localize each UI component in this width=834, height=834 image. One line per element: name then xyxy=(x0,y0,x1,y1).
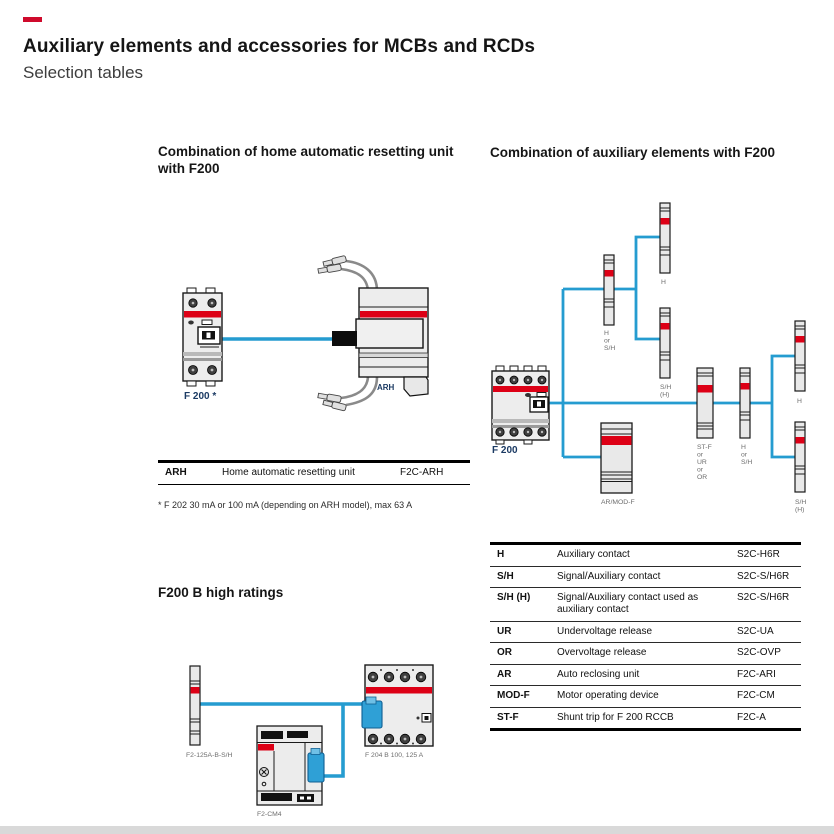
cell-description: Signal/Auxiliary contact xyxy=(557,570,661,582)
svg-text:or: or xyxy=(697,451,704,459)
cell-code: H xyxy=(497,549,505,560)
svg-text:(H): (H) xyxy=(795,506,805,514)
red-band xyxy=(360,311,427,318)
cell-code: ARH xyxy=(165,467,187,478)
label-sh-h-mid: S/H xyxy=(660,384,672,391)
aux-module-sh-h-right xyxy=(795,422,805,492)
blue-plug xyxy=(362,701,382,728)
table-row xyxy=(490,643,801,665)
cell-description: Auxiliary contact xyxy=(557,549,630,560)
cell-type: S2C-S/H6R xyxy=(737,592,790,603)
cell-code: MOD-F xyxy=(497,690,530,701)
section-heading-bottom: F200 B high ratings xyxy=(158,585,284,600)
cell-type: S2C-S/H6R xyxy=(737,570,790,582)
accent-dash xyxy=(23,17,42,22)
label-h-top: H xyxy=(661,279,666,286)
cell-type: F2C-A xyxy=(737,711,766,723)
cell-description: Signal/Auxiliary contact used as auxiliary contact xyxy=(557,592,699,615)
table-row xyxy=(490,622,801,644)
device-label-f2-125a: F2-125A-B-S/H xyxy=(186,752,233,759)
diagram-arh-combination xyxy=(155,250,470,415)
cell-description: Home automatic resetting unit xyxy=(222,467,355,478)
red-band xyxy=(493,386,548,392)
device-f2-cm4 xyxy=(257,726,324,818)
table-row xyxy=(490,665,801,687)
aux-module-ar-mod-f xyxy=(601,423,632,493)
device-label-f204: F 204 B 100, 125 A xyxy=(365,752,424,759)
cell-description: Motor operating device xyxy=(557,690,659,701)
table-row xyxy=(490,588,801,622)
svg-text:(H): (H) xyxy=(660,391,670,399)
footnote: * F 202 30 mA or 100 mA (depending on ARH model), max 63 A xyxy=(158,500,413,510)
device-f200-4pole xyxy=(492,366,549,456)
table-row xyxy=(158,463,470,485)
aux-module-h-top xyxy=(660,203,670,273)
svg-text:S/H: S/H xyxy=(741,459,753,466)
cell-type: S2C-OVP xyxy=(737,647,781,658)
blue-plug xyxy=(308,753,324,782)
cell-description: Shunt trip for F 200 RCCB xyxy=(557,711,674,723)
svg-text:S/H: S/H xyxy=(604,345,616,352)
page-subtitle: Selection tables xyxy=(23,63,144,82)
aux-module-h-or-sh-1 xyxy=(604,255,614,325)
aux-module-sh-h-mid xyxy=(660,308,670,378)
table-row xyxy=(490,545,801,567)
device-f204-b xyxy=(362,665,433,759)
device-arh xyxy=(318,255,428,411)
diagram-f200b-high-ratings xyxy=(180,655,440,825)
cell-description: Undervoltage release xyxy=(557,625,653,637)
connection-lines xyxy=(549,237,796,457)
section-heading-right: Combination of auxiliary elements with F200 xyxy=(490,145,776,160)
svg-text:or: or xyxy=(697,466,704,474)
label-h-or-sh-2: H xyxy=(741,444,746,451)
table-row xyxy=(490,686,801,708)
diagram-aux-elements xyxy=(488,195,810,520)
cell-type: F2C-ARH xyxy=(400,467,444,478)
cell-code: AR xyxy=(497,668,512,680)
aux-module-h-or-sh-2 xyxy=(740,368,750,438)
label-sh-h-right: S/H xyxy=(795,499,807,506)
label-ar-mod-f: AR/MOD-F xyxy=(601,499,635,506)
cell-type: F2C-CM xyxy=(737,690,775,701)
device-f200-2pole xyxy=(183,288,222,402)
cell-code: UR xyxy=(497,625,512,637)
cell-type: F2C-ARI xyxy=(737,668,776,680)
svg-text:or: or xyxy=(741,451,748,459)
label-stf: ST-F xyxy=(697,444,712,451)
device-label-f200: F 200 xyxy=(492,445,518,456)
label-h-right: H xyxy=(797,398,802,405)
footer-bar xyxy=(0,826,834,834)
device-f2-125a-b-sh xyxy=(186,666,233,759)
plug-connector xyxy=(332,331,357,346)
cell-code: ST-F xyxy=(497,711,519,723)
svg-text:or: or xyxy=(604,337,611,345)
aux-module-h-right xyxy=(795,321,805,391)
section-heading-left: Combination of home automatic resetting unit with F200 xyxy=(158,144,454,176)
din-clip xyxy=(404,377,428,396)
label-h-or-sh-1: H xyxy=(604,330,609,337)
aux-elements-table xyxy=(490,542,801,731)
cell-code: S/H (H) xyxy=(497,592,531,603)
aux-module-stf xyxy=(697,368,713,438)
cell-type: S2C-UA xyxy=(737,625,774,637)
svg-text:UR: UR xyxy=(697,459,707,466)
red-band xyxy=(184,311,221,318)
cell-description: Auto reclosing unit xyxy=(557,668,640,680)
red-band xyxy=(366,687,432,694)
table-row xyxy=(490,567,801,589)
device-label-arh: ARH xyxy=(377,383,395,392)
cell-description: Overvoltage release xyxy=(557,647,647,658)
device-label-f2-cm4: F2-CM4 xyxy=(257,811,282,818)
arh-table xyxy=(158,460,470,485)
cell-code: S/H xyxy=(497,570,514,582)
table-row xyxy=(490,708,801,732)
page-title: Auxiliary elements and accessories for MCBs and RCDs xyxy=(23,36,536,57)
cell-type: S2C-H6R xyxy=(737,549,780,560)
svg-text:OR: OR xyxy=(697,474,708,481)
device-label-f200-star: F 200 * xyxy=(184,391,217,402)
cell-code: OR xyxy=(497,647,512,658)
